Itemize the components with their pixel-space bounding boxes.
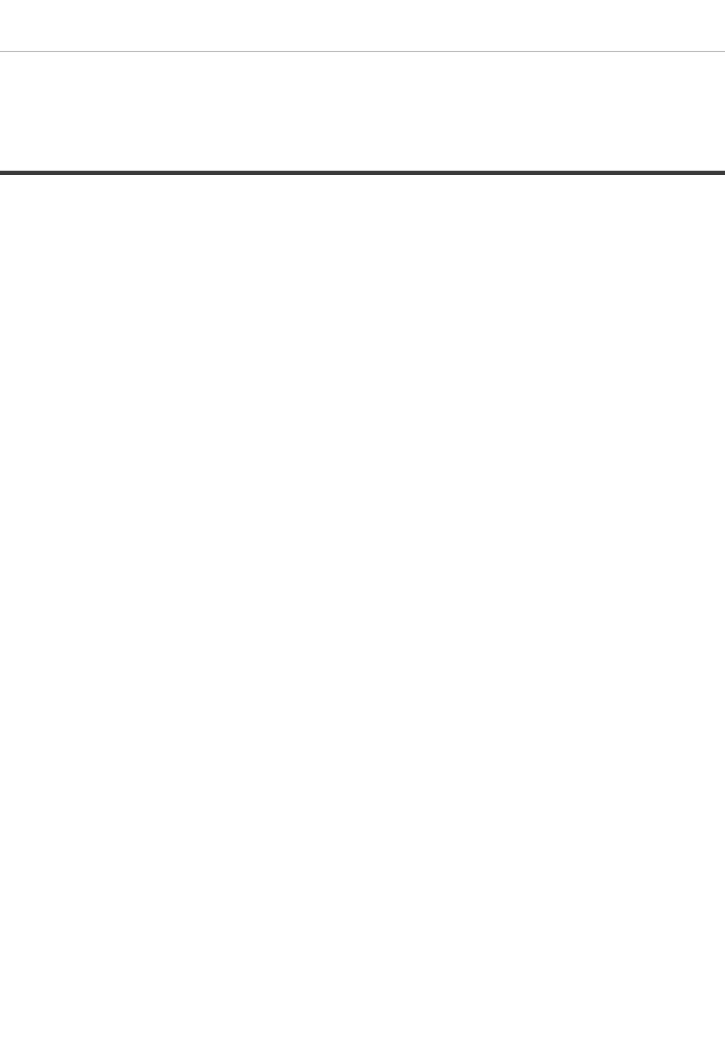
past-draws-list <box>0 171 725 175</box>
prize-table-left <box>0 52 363 170</box>
last-draw-results-strip <box>0 5 725 51</box>
prize-breakdown-tables <box>0 51 725 171</box>
prize-table-right <box>363 52 725 170</box>
